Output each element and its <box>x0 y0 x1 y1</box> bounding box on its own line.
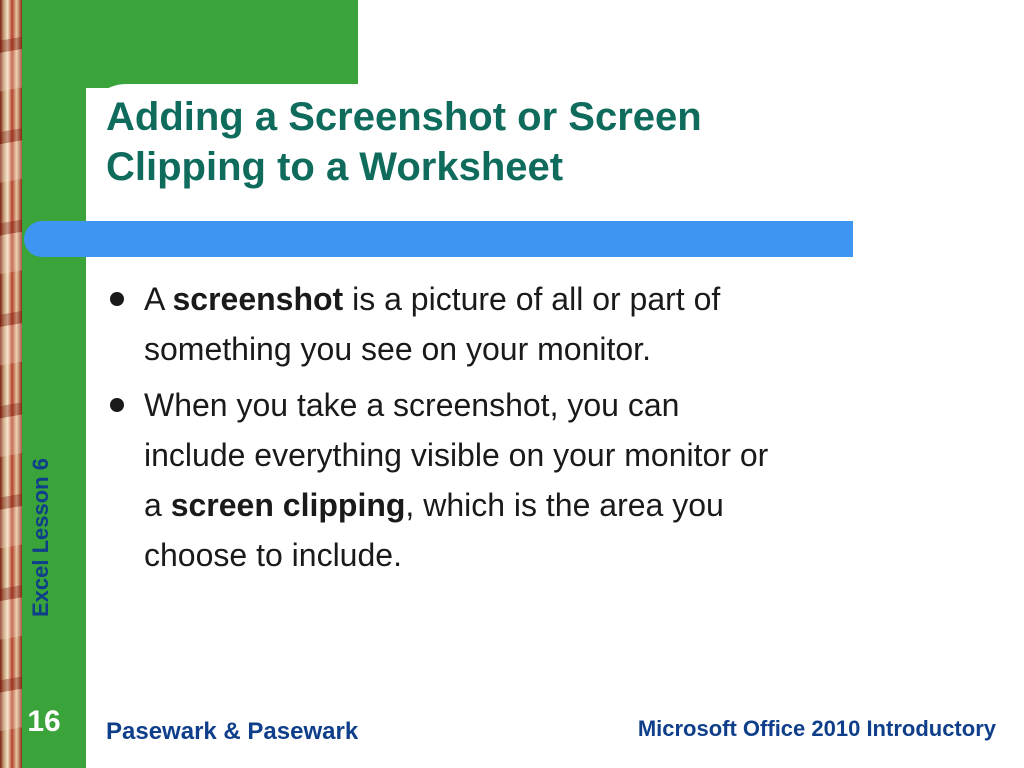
bullet-text: When you take a screenshot, you can include everything visible on your monitor or a screen clipping, which is the area you choose to include. <box>144 387 769 573</box>
bullet-dot-icon <box>110 398 124 412</box>
title-line-2: Clipping to a Worksheet <box>106 145 564 189</box>
footer-course: Microsoft Office 2010 Introductory <box>637 716 996 741</box>
bullet-item <box>108 380 928 580</box>
green-top-band <box>22 0 358 88</box>
green-side-band <box>22 0 86 768</box>
page-number: 16 <box>27 705 61 738</box>
bullet-dot-icon <box>110 292 124 306</box>
decorative-photo-strip <box>0 0 22 768</box>
bullet-text: A screenshot is a picture of all or part of something you see on your monitor. <box>144 281 721 367</box>
lesson-side-label: Excel Lesson 6 <box>28 458 53 617</box>
slide-title <box>106 92 1006 192</box>
footer-authors: Pasewark & Pasewark <box>106 718 359 745</box>
title-line-1: Adding a Screenshot or Screen <box>106 95 702 139</box>
bullet-list <box>108 274 928 586</box>
title-underline-bar <box>24 221 853 257</box>
bullet-item <box>108 274 928 374</box>
